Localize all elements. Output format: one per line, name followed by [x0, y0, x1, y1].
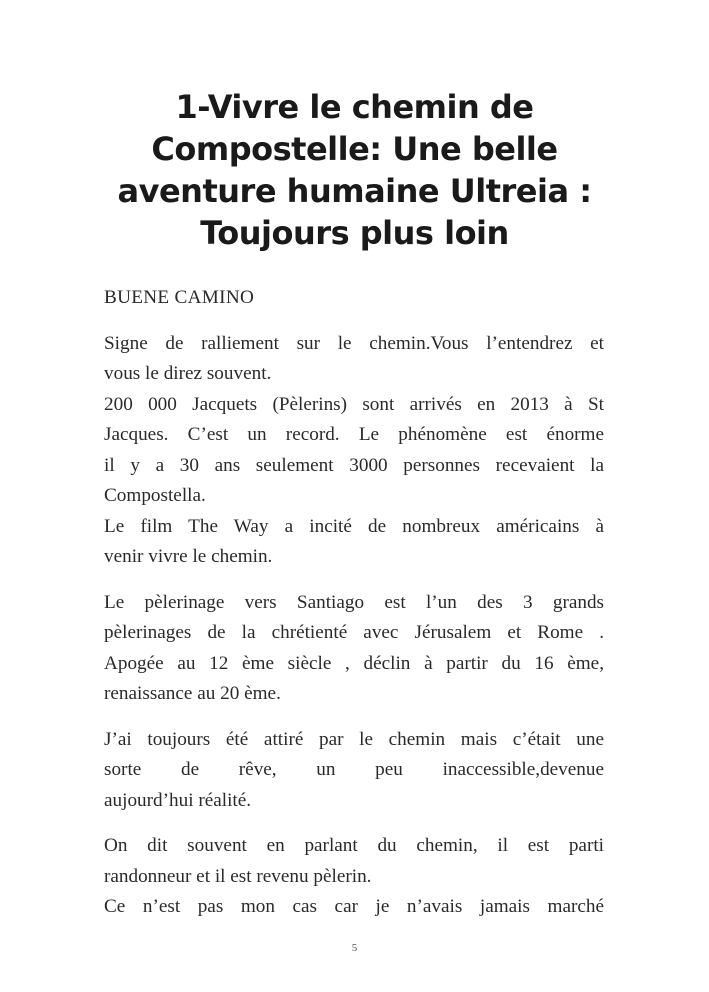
- text-line: sorte de rêve, un peu inaccessible,devenue: [104, 759, 604, 780]
- title-line: 1-Vivre le chemin de: [175, 88, 534, 126]
- text-line: Apogée au 12 ème siècle , déclin à partir du 16 ème,: [104, 652, 604, 674]
- text-line: J’ai toujours été attiré par le chemin mais c’était une: [104, 728, 604, 750]
- title-line: aventure humaine Ultreia :: [117, 172, 592, 210]
- title-line: Compostelle: Une belle: [151, 130, 558, 168]
- text-line: il y a 30 ans seulement 3000 personnes recevaient la: [104, 454, 604, 476]
- paragraph-3: [104, 725, 604, 817]
- text-line: randonneur et il est revenu pèlerin.: [104, 865, 372, 887]
- text-line: pèlerinages de la chrétienté avec Jérusalem et Rome .: [104, 622, 604, 643]
- text-line: 200 000 Jacquets (Pèlerins) sont arrivés en 2013 à St: [104, 393, 604, 415]
- text-line: vous le direz souvent.: [104, 363, 272, 384]
- paragraph-1: [104, 329, 604, 573]
- text-line: venir vivre le chemin.: [104, 546, 273, 567]
- text-line: Le film The Way a incité de nombreux américains à: [104, 515, 604, 537]
- section-heading: [104, 283, 604, 314]
- title-line: Toujours plus loin: [200, 214, 509, 252]
- text-line: aujourd’hui réalité.: [104, 789, 252, 811]
- section-heading-text: BUENE CAMINO: [104, 287, 255, 308]
- body-text: [104, 283, 604, 938]
- text-line: Compostella.: [104, 485, 206, 506]
- text-line: On dit souvent en parlant du chemin, il est parti: [104, 835, 604, 856]
- text-line: Jacques. C’est un record. Le phénomène est énorme: [104, 424, 604, 445]
- text-line: Ce n’est pas mon cas car je n’avais jamais marché: [104, 896, 604, 917]
- text-line: renaissance au 20 ème.: [104, 683, 281, 704]
- paragraph-2: [104, 588, 604, 710]
- text-line: Le pèlerinage vers Santiago est l’un des 3 grands: [104, 591, 604, 613]
- text-line: Signe de ralliement sur le chemin.Vous l’entendrez et: [104, 332, 604, 354]
- page-number: 5: [351, 942, 358, 954]
- paragraph-4: [104, 831, 604, 923]
- chapter-title: [90, 86, 619, 254]
